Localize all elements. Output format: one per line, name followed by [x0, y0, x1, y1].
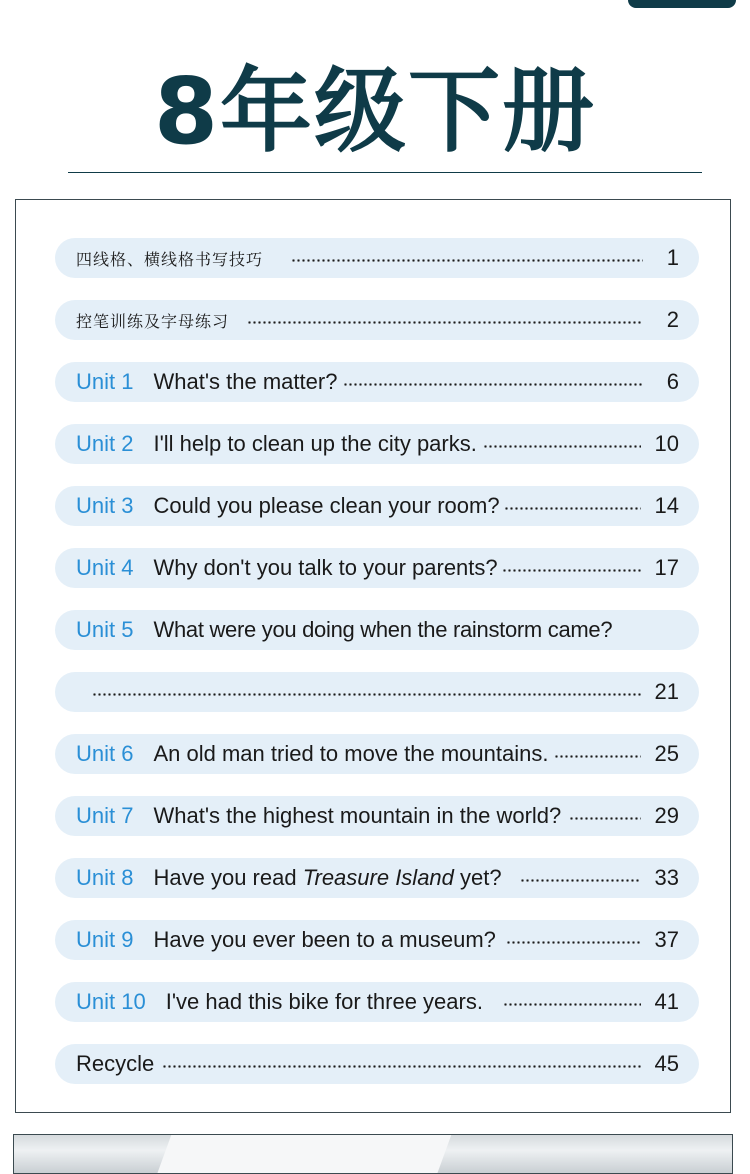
toc-row-recycle[interactable] [55, 1044, 699, 1084]
toc-dot-leader [291, 259, 643, 262]
toc-unit-label: Unit 8 [76, 865, 134, 890]
title-divider [68, 172, 702, 173]
toc-page-number: 2 [666, 307, 679, 332]
toc-dot-leader [504, 507, 641, 510]
toc-unit-label: Unit 4 [76, 555, 134, 580]
toc-page-number: 45 [654, 1051, 679, 1076]
toc-entry-title: What were you doing when the rainstorm came? [153, 617, 613, 642]
toc-dot-leader [502, 569, 641, 572]
toc-row-unit-10[interactable] [55, 982, 699, 1022]
toc-entry-title: I've had this bike for three years. [165, 989, 483, 1014]
photo-paper-sheet [157, 1135, 452, 1174]
toc-page-number: 41 [654, 989, 679, 1014]
toc-entry-title: Why don't you talk to your parents? [153, 555, 498, 580]
toc-entry-title: An old man tried to move the mountains. [153, 741, 549, 766]
toc-unit-label: Unit 2 [76, 431, 134, 456]
toc-dot-leader [554, 755, 640, 758]
toc-unit-label: Unit 10 [76, 989, 146, 1014]
toc-dot-leader [520, 879, 641, 882]
page-title: 8年级下册 [153, 58, 596, 165]
book-title: Treasure Island [302, 865, 454, 890]
toc-dot-leader [162, 1065, 640, 1068]
toc-dot-leader [92, 693, 641, 696]
toc-entry-title: I'll help to clean up the city parks. [153, 431, 477, 456]
toc-row-unit-4[interactable] [55, 548, 699, 588]
toc-row-unit-5-page[interactable] [55, 672, 699, 712]
toc-page-number: 1 [666, 245, 679, 270]
toc-dot-leader [569, 817, 640, 820]
toc-dot-leader [503, 1003, 641, 1006]
toc-row-pen-control[interactable] [55, 300, 699, 340]
toc-dot-leader [483, 445, 641, 448]
toc-row-unit-8[interactable] [55, 858, 699, 898]
toc-entry-title-start: Have you read [153, 865, 303, 890]
toc-row-unit-2[interactable] [55, 424, 699, 464]
toc-page-number: 21 [654, 679, 679, 704]
toc-entry-title [153, 865, 501, 891]
toc-row-unit-1[interactable] [55, 362, 699, 402]
toc-row-unit-6[interactable] [55, 734, 699, 774]
toc-dot-leader [247, 321, 643, 324]
toc-row-unit-9[interactable] [55, 920, 699, 960]
toc-unit-label: Unit 3 [76, 493, 134, 518]
toc-page-number: 6 [666, 369, 679, 394]
toc-entry-title: 控笔训练及字母练习 [76, 311, 230, 331]
top-left-header-fragment [36, 0, 236, 4]
toc-unit-label: Unit 1 [76, 369, 134, 394]
toc-entry-title-end: yet? [453, 865, 502, 890]
toc-page-number: 10 [654, 431, 679, 456]
toc-page-number: 14 [654, 493, 679, 518]
toc-page-number: 29 [654, 803, 679, 828]
table-of-contents [15, 199, 731, 1113]
toc-row-unit-7[interactable] [55, 796, 699, 836]
toc-unit-label: Unit 5 [76, 617, 134, 642]
toc-page-number: 33 [654, 865, 679, 890]
toc-page-number: 25 [654, 741, 679, 766]
product-photo-strip [13, 1134, 733, 1174]
toc-unit-label: Unit 9 [76, 927, 134, 952]
toc-entry-title: 四线格、横线格书写技巧 [76, 249, 264, 269]
toc-unit-label: Unit 7 [76, 803, 134, 828]
toc-dot-leader [343, 383, 643, 386]
toc-page-number: 37 [654, 927, 679, 952]
toc-entry-title: Could you please clean your room? [153, 493, 500, 518]
toc-page-number: 17 [654, 555, 679, 580]
toc-row-unit-5[interactable] [55, 610, 699, 650]
toc-entry-title: What's the highest mountain in the world? [153, 803, 562, 828]
toc-unit-label: Unit 6 [76, 741, 134, 766]
toc-row-unit-3[interactable] [55, 486, 699, 526]
toc-entry-title: Recycle [76, 1051, 155, 1076]
toc-entry-title: Have you ever been to a museum? [153, 927, 496, 952]
top-right-badge [628, 0, 736, 8]
toc-row-writing-tips[interactable] [55, 238, 699, 278]
toc-entry-title: What's the matter? [153, 369, 338, 394]
toc-dot-leader [506, 941, 641, 944]
